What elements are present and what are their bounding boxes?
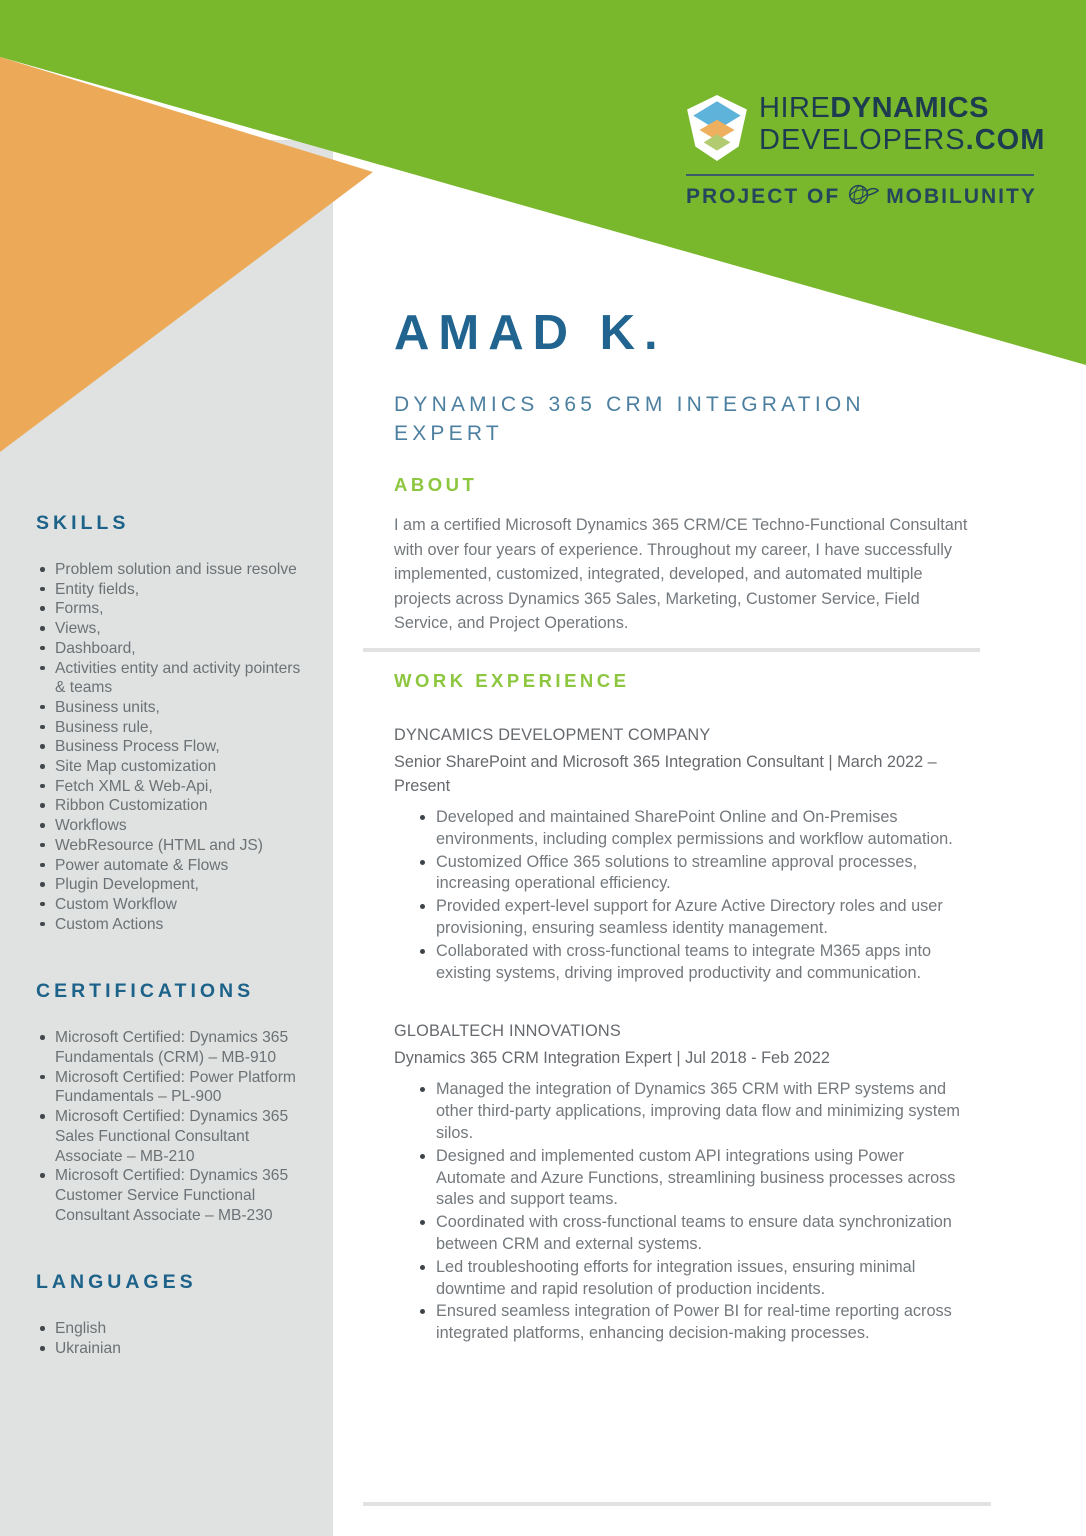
job-bullet: Provided expert-level support for Azure Active Directory roles and user provisioning, ensuring seamless identity management. — [436, 896, 966, 940]
candidate-title: DYNAMICS 365 CRM INTEGRATION EXPERT — [394, 393, 865, 445]
job-entry — [394, 726, 982, 984]
job-bullet: Customized Office 365 solutions to streamline approval processes, increasing operational efficiency. — [436, 852, 966, 896]
skill-item: Business Process Flow, — [55, 737, 314, 757]
about-text: I am a certified Microsoft Dynamics 365 CRM/CE Techno-Functional Consultant with over four years of experience. Throughout my career, I have successfully implemented, customized, integrated, developed, and automated multiple projects across Dynamics 365 Sales, Marketing, Customer Service, Field Service, and Project Operations. — [394, 516, 968, 633]
job-entry — [394, 1022, 982, 1345]
skill-item: Power automate & Flows — [55, 856, 314, 876]
job-bullet: Developed and maintained SharePoint Online and On-Premises environments, including complex permissions and workflow automation. — [436, 807, 966, 851]
skill-item: Site Map customization — [55, 757, 314, 777]
job-company: DYNCAMICS DEVELOPMENT COMPANY — [394, 725, 711, 744]
section-divider — [363, 648, 980, 652]
brand-logo — [686, 92, 1046, 212]
sidebar — [36, 512, 314, 1359]
brand-hire: HIRE — [759, 92, 831, 124]
brand-dynamics: DYNAMICS — [830, 92, 989, 124]
certification-item: Microsoft Certified: Dynamics 365 Fundamentals (CRM) – MB-910 — [55, 1028, 314, 1067]
skill-item: Plugin Development, — [55, 875, 314, 895]
skills-list — [36, 560, 314, 934]
logo-divider — [686, 174, 1034, 176]
languages-list — [36, 1319, 314, 1358]
job-bullet-list — [394, 807, 966, 984]
language-item: Ukrainian — [55, 1339, 314, 1359]
brand-com: .COM — [965, 124, 1046, 156]
certifications-list — [36, 1028, 314, 1225]
certification-item: Microsoft Certified: Dynamics 365 Customer Service Functional Consultant Associate – MB-230 — [55, 1166, 314, 1225]
logo-project-line — [686, 182, 1037, 212]
job-bullet: Managed the integration of Dynamics 365 CRM with ERP systems and other third-party applications, improving data flow and minimizing system silos. — [436, 1079, 966, 1144]
job-bullet: Led troubleshooting efforts for integration issues, ensuring minimal downtime and rapid resolution of production incidents. — [436, 1257, 966, 1301]
shield-diamonds-logo-icon — [686, 94, 748, 167]
job-bullet-list — [394, 1079, 966, 1345]
logo-brand-text — [759, 92, 1045, 156]
experience-heading: WORK EXPERIENCE — [394, 669, 630, 691]
project-of-label: PROJECT OF — [686, 185, 841, 208]
skill-item: Problem solution and issue resolve — [55, 560, 314, 580]
job-role: Senior SharePoint and Microsoft 365 Integration Consultant | March 2022 – Present — [394, 752, 937, 795]
about-heading: ABOUT — [394, 474, 478, 495]
job-company: GLOBALTECH INNOVATIONS — [394, 1022, 621, 1041]
skill-item: Workflows — [55, 816, 314, 836]
certifications-heading: CERTIFICATIONS — [36, 980, 255, 1003]
bottom-divider — [363, 1502, 991, 1506]
job-bullet: Collaborated with cross-functional teams to integrate M365 apps into existing systems, driving improved productivity and communication. — [436, 941, 966, 985]
skill-item: Fetch XML & Web-Api, — [55, 777, 314, 797]
languages-heading: LANGUAGES — [36, 1271, 197, 1294]
skill-item: Entity fields, — [55, 580, 314, 600]
language-item: English — [55, 1319, 314, 1339]
main-content — [394, 306, 982, 1346]
job-role: Dynamics 365 CRM Integration Expert | Jul 2018 - Feb 2022 — [394, 1049, 830, 1068]
job-bullet: Coordinated with cross-functional teams to ensure data synchronization between CRM and external systems. — [436, 1212, 966, 1256]
globe-scribble-icon — [847, 182, 879, 212]
skill-item: Custom Workflow — [55, 895, 314, 915]
skill-item: Business units, — [55, 698, 314, 718]
candidate-name: AMAD K. — [394, 306, 667, 360]
skills-heading: SKILLS — [36, 512, 130, 534]
skill-item: Forms, — [55, 599, 314, 619]
certification-item: Microsoft Certified: Power Platform Fundamentals – PL-900 — [55, 1068, 314, 1107]
skill-item: Dashboard, — [55, 639, 314, 659]
skill-item: Ribbon Customization — [55, 796, 314, 816]
certification-item: Microsoft Certified: Dynamics 365 Sales Functional Consultant Associate – MB-210 — [55, 1107, 314, 1166]
skill-item: Business rule, — [55, 718, 314, 738]
skill-item: WebResource (HTML and JS) — [55, 836, 314, 856]
skill-item: Activities entity and activity pointers & teams — [55, 659, 314, 698]
job-bullet: Designed and implemented custom API integrations using Power Automate and Azure Functions, streamlining business processes across sales and support teams. — [436, 1146, 966, 1211]
mobilunity-label: MOBILUNITY — [886, 185, 1037, 208]
skill-item: Custom Actions — [55, 915, 314, 935]
skill-item: Views, — [55, 619, 314, 639]
brand-developers: DEVELOPERS — [759, 124, 966, 156]
job-bullet: Ensured seamless integration of Power BI for real-time reporting across integrated platforms, enhancing decision-making processes. — [436, 1301, 966, 1345]
